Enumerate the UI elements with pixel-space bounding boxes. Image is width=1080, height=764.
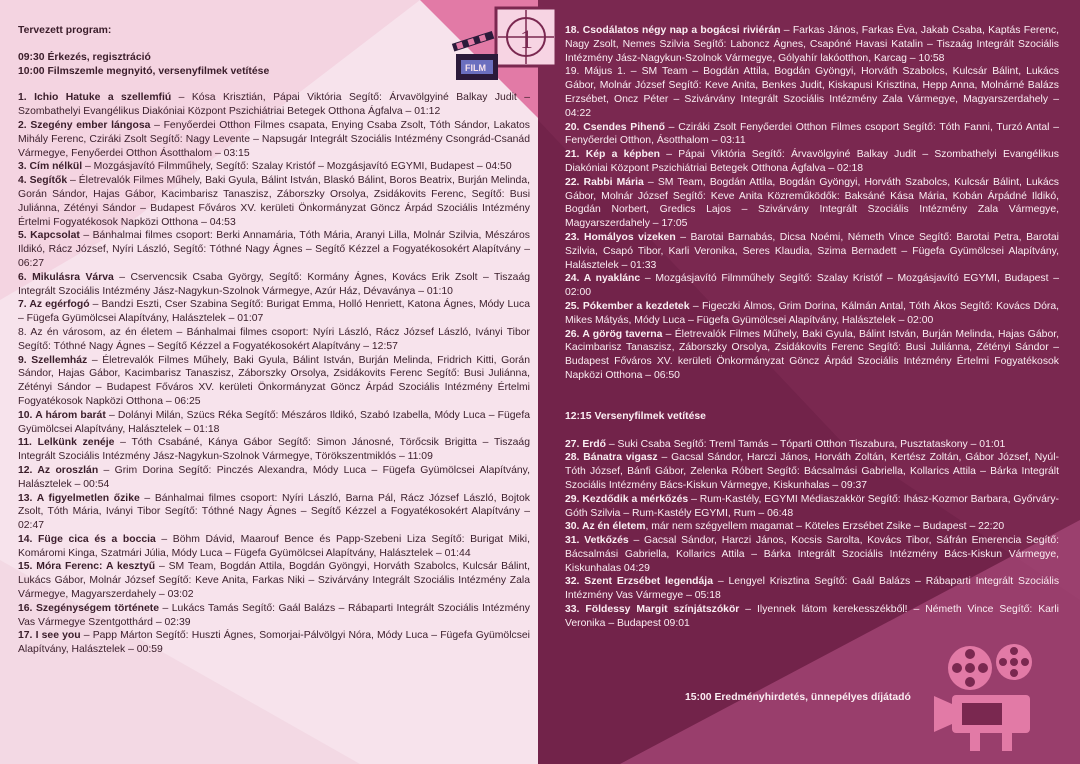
film-details: – Kósa Krisztián, Pápai Viktória Segítő: Árvavölgyiné Balkay Judit – Szombathelyi Evangélikus Diakóniai Központ Pszichiátriai Betegek Otthona Ágfalva – 01:12	[18, 92, 530, 118]
film-title: 31. Vetkőzés	[565, 535, 629, 547]
film-title: 11. Lelkünk zenéje	[18, 437, 115, 449]
film-entry	[18, 326, 530, 354]
film-entry	[565, 231, 1059, 272]
film-entry	[18, 533, 530, 561]
film-title: 16. Szegénységem története	[18, 602, 159, 614]
film-entry	[18, 229, 530, 270]
film-entry	[565, 176, 1059, 231]
film-title: 1. Ichio Hatuke a szellemfiú	[18, 92, 172, 104]
film-title: 28. Bánatra vigasz	[565, 452, 658, 464]
film-title: 32. Szent Erzsébet legendája	[565, 576, 713, 588]
film-details: – Életrevalók Filmes Műhely, Baki Gyula, Bálint István, Burján Melinda, Hajas Gábor, Kacimbarisz Tanaszisz, Záborszky Orsolya, Zsidákovits Ferenc Segítő: Busi Juliánna, Zétényi Sándor – Budapest Főváros XV. kerületi Önkormányzat Göncz Árpád Szociális Intézmény Értelmi Fogyatékosok Napközi Otthona – 06:50	[565, 328, 1059, 381]
film-title: 17. I see you	[18, 630, 81, 642]
film-details: – Fenyőerdei Otthon Filmes csapata, Enying Csaba Zsolt, Tóth Sándor, Lakatos Mihály Ferenc, Cziráki Zsolt Segítő: Nagy Levente – Napsugár Integrált Szociális Intézmény Csongrád-Csanád Vármegye, Fenyőerdei Otthon Ásotthalom – 03:15	[18, 119, 530, 159]
film-details: , már nem szégyellem magamat – Köteles Erzsébet Zsike – Budapest – 22:20	[645, 521, 1005, 533]
film-title: 30. Az én életem	[565, 521, 646, 533]
film-title: 29. Kezdődik a mérkőzés	[565, 493, 689, 505]
film-details: – Papp Márton Segítő: Huszti Ágnes, Somorjai-Pálvölgyi Nóra, Módy Luca – Fügefa Gyümölcsei Alapítvány, Halásztelek – 00:59	[18, 630, 530, 656]
film-entry	[565, 534, 1059, 575]
film-details: – Mozgásjavító Filmműhely, Segítő: Szalay Kristóf – Mozgásjavító EGYMI, Budapest – 04:50	[82, 161, 512, 173]
schedule-item-opening: 10:00 Filmszemle megnyitó, versenyfilmek vetítése	[18, 65, 270, 77]
film-title: 3. Cím nélkül	[18, 161, 83, 173]
film-entry	[565, 328, 1059, 383]
film-details: – Lukács Tamás Segítő: Gaál Balázs – Rábaparti Integrált Szociális Intézmény Vas Vármegye Szentgotthárd – 02:39	[18, 602, 530, 628]
left-column	[18, 24, 530, 657]
clapper-label: FILM	[465, 63, 486, 73]
film-details: – Bánhalmai filmes csoport: Nyíri László, Barna Pál, Rácz József László, Bojtok Zsolt, Tóth Mária, Iványi Tibor Segítő: Tóthné Nagy Ágnes – Segítő Kézzel a Fogyatékosokért Alapítvány – 02:47	[18, 492, 531, 532]
film-title: 21. Kép a képben	[565, 149, 660, 161]
film-details: – Tóth Csabáné, Kánya Gábor Segítő: Simon Jánosné, Törőcsik Brigitta – Tiszaág Integrált Szociális Intézmény Jász-Nagykun-Szolnok Vármegye, Törökszentmiklós – 11:09	[18, 437, 530, 463]
film-entry	[18, 436, 530, 464]
film-entry	[565, 300, 1059, 328]
film-details: – Böhm Dávid, Maarouf Bence és Papp-Szebeni Liza Segítő: Burigat Miki, Komáromi Kinga, Szatmári Júlia, Módy Luca – Fügefa Gyümölcsei Alapítvány, Halásztelek – 01:44	[18, 533, 530, 559]
film-entry	[565, 148, 1059, 176]
film-details: – Gacsal Sándor, Harczi János, Kocsis Sarolta, Kovács Tibor, Sáfrán Emerencia Segítő: Bácsalmási Gabriella, Kollarics Attila – Bárka Integrált Szociális Intézmény Bács-Kiskun Vármegye, Kiskunhalas 04:29	[565, 535, 1059, 574]
film-entry	[565, 272, 1059, 300]
film-entry	[565, 65, 1059, 120]
film-title: 9. Szellemház	[18, 354, 88, 366]
film-details: – Pápai Viktória Segítő: Árvavölgyiné Balkay Judit – Szombathelyi Evangélikus Diakóniai Központ Pszichiátriai Betegek Otthona Ágfalva – 02:18	[565, 149, 1059, 174]
film-details: – Bandzi Eszti, Cser Szabina Segítő: Burigat Emma, Holló Henriett, Katona Ágnes, Módy Luca – Fügefa Gyümölcsei Alapítvány, Halásztelek – 01:07	[18, 299, 530, 325]
film-details: – Suki Csaba Segítő: Treml Tamás – Tóparti Otthon Tiszabura, Pusztataskony – 01:01	[606, 438, 1006, 450]
film-details: – Lengyel Krisztina Segítő: Gaál Balázs – Rábaparti Integrált Szociális Intézmény Vas Vármegye – 05:18	[565, 576, 1060, 602]
film-projector-icon	[930, 640, 1050, 755]
film-title: 25. Pókember a kezdetek	[565, 300, 690, 312]
film-title: 18. Csodálatos négy nap a bogácsi riviérán	[565, 25, 781, 36]
awards-ceremony: 15:00 Eredményhirdetés, ünnepélyes díjátadó	[685, 692, 911, 703]
film-title: 15. Móra Ferenc: A kesztyű	[18, 561, 156, 573]
film-entry	[565, 603, 1059, 631]
film-details: – Figeczki Álmos, Grim Dorina, Kálmán Antal, Tóth Ákos Segítő: Kovács Dóra, Mikes Mátyás, Módy Luca – Fügefa Gyümölcsei Alapítvány, Halásztelek – 02:00	[565, 300, 1059, 326]
film-entry	[18, 160, 530, 174]
film-entry	[18, 119, 530, 160]
film-entry	[18, 174, 530, 229]
film-entry	[18, 91, 530, 119]
film-title: 33. Földessy Margit színjátszókör	[565, 604, 740, 616]
film-title: 23. Homályos vizeken	[565, 231, 676, 243]
film-details: – Életrevalók Filmes Műhely, Baki Gyula, Bálint István, Blaskó Bálint, Boros Beatrix, Burján Melinda, Gorán Sándor, Hajas Gábor, Kacimbarisz Tanaszisz, Záborszky Orsolya, Zsidákovits Ferenc, Segítő: Busi Juliánna, Zétényi Sándor – Budapest Főváros XV. kerületi Önkormányzat Göncz Árpád Szociális Intézmény Értelmi Fogyatékosok Napközi Otthona – 04:53	[18, 175, 530, 228]
film-entry	[565, 121, 1059, 149]
film-details: – Gacsal Sándor, Harczi János, Horváth Zoltán, Kertész Zoltán, Gábor József, Nyúl-Tóth József, Bánfi Gábor, Zelenka Róbert Segítő: Bácsalmási Gabriella, Kollarics Attila – Bárka Integrált Szociális Intézmény Bács-Kiskun Vármegye, Kiskunhalas – 09:37	[565, 452, 1059, 491]
film-title: 6. Mikulásra Várva	[18, 271, 114, 283]
film-details: – SM Team, Bogdán Attila, Bogdán Gyöngyi, Horváth Szabolcs, Kulcsár Bálint, Lukács Gábor, Molnár József Segítő: Keve Anita, Farkas Niki – Szivárvány Integrált Szociális Intézmény Zala Vármegye, Magyarszerdahely – 03:02	[18, 561, 531, 601]
film-title: 24. A nyaklánc	[565, 273, 641, 285]
program-heading: Tervezett program:	[18, 25, 112, 36]
film-details: – Dolányi Milán, Szücs Réka Segítő: Mészáros Ildikó, Szabó Izabella, Módy Luca – Fügefa Gyümölcsei Alapítvány, Halásztelek – 01:18	[18, 409, 530, 435]
film-list-left	[18, 91, 530, 657]
film-entry	[18, 492, 530, 533]
film-entry	[18, 298, 530, 326]
film-details: – Bánhalmai filmes csoport: Berki Annamária, Tóth Mária, Aranyi Lilla, Molnár Szilvia, Mészáros Ildikó, Rácz József, Nyíri László, Segítő: Tóthné Nagy Ágnes – Segítő Kézzel a Fogyatékosokért Alapítvány – 06:27	[18, 230, 530, 269]
film-entry	[18, 354, 530, 409]
film-list-right-second	[565, 438, 1059, 631]
film-details: – Rum-Kastély, EGYMI Médiaszakkör Segítő: Ihász-Kozmor Barbara, Győrváry-Góth Szilvia – Rum-Kastély EGYMI, Rum – 06:48	[565, 493, 1059, 519]
film-details: – Cziráki Zsolt Fenyőerdei Otthon Filmes csoport Segítő: Tóth Fanni, Turzó Antal – Fenyőerdei Otthon, Ásotthalom – 03:11	[565, 121, 1059, 147]
schedule-item-arrival: 09:30 Érkezés, regisztráció	[18, 51, 151, 63]
film-title: 4. Segítők	[18, 175, 68, 187]
film-details: – Barotai Barnabás, Dicsa Noémi, Németh Vince Segítő: Barotai Petra, Barotai Szilvia, Csapó Tibor, Karli Veronika, Seres Klaudia, Szima Bernadett – Fügefa Gyümölcsei Alapítvány, Halásztelek – 01:33	[565, 231, 1059, 271]
right-column	[565, 24, 1059, 631]
film-title: 20. Csendes Pihenő	[565, 121, 665, 133]
film-entry	[18, 464, 530, 492]
film-title: 13. A figyelmetlen őzike	[18, 492, 140, 504]
film-title: 14. Füge cica és a boccia	[18, 533, 156, 545]
film-details: – Mozgásjavító Filmműhely Segítő: Szalay Kristóf – Mozgásjavító EGYMI, Budapest – 02:00	[565, 273, 1059, 299]
film-title: 2. Szegény ember lángosa	[18, 119, 151, 131]
film-details: – Életrevalók Filmes Műhely, Baki Gyula, Bálint István, Burján Melinda, Fridrich Kitti, Gorán Sándor, Hajas Gábor, Kacimbarisz Tanaszisz, Záborszky Orsolya, Zsidákovits Ferenc Segítő: Busi Juliánna, Zétényi Sándor – Budapest Főváros XV. kerületi Önkormányzat Göncz Árpád Szociális Intézmény Értelmi Fogyatékosok Napközi Otthona – 06:25	[18, 354, 530, 407]
film-title: 12. Az oroszlán	[18, 464, 99, 476]
film-title: 7. Az egérfogó	[18, 299, 90, 311]
film-entry	[565, 520, 1059, 534]
film-entry	[565, 24, 1059, 65]
film-entry	[565, 438, 1059, 452]
projector-lens	[934, 696, 952, 732]
film-details: – Ilyennek látom kerekesszékből! – Németh Vince Segítő: Karli Veronika – Budapest 09:01	[565, 604, 1059, 629]
film-entry	[565, 575, 1059, 603]
film-entry	[18, 271, 530, 299]
film-entry	[565, 493, 1059, 521]
film-details: 8. Az én városom, az én életem – Bánhalmai filmes csoport: Nyíri László, Rácz József László, Iványi Tibor Segítő: Tóthné Nagy Ágnes – Segítő Kézzel a Fogyatékosokért Alapítvány – 12:57	[18, 326, 530, 352]
film-title: 5. Kapcsolat	[18, 230, 80, 242]
film-details: – Grim Dorina Segítő: Pinczés Alexandra, Módy Luca – Fügefa Gyümölcsei Alapítvány, Halásztelek – 00:54	[18, 464, 530, 490]
film-entry	[565, 451, 1059, 492]
film-details: – Cservencsik Csaba György, Segítő: Kormány Ágnes, Kovács Erik Zsolt – Tiszaág Integrált Szociális Intézmény Jász-Nagykun-Szolnok Vármegye, Azúr Ház, Dévaványa – 01:10	[18, 271, 530, 297]
film-entry	[18, 409, 530, 437]
clapper-number: 1	[520, 25, 533, 54]
film-list-right	[565, 24, 1059, 383]
film-title: 27. Erdő	[565, 438, 606, 450]
film-details: 19. Május 1. – SM Team – Bogdán Attila, Bogdán Gyöngyi, Horváth Szabolcs, Kulcsár Bálint, Lukács Gábor, Molnár József Segítő: Keve Anita, Benkes Judit, Kiskapusi Krisztina, Hepp Anna, Molnárné Balázs Erzsébet, Oncz Péter – Szivárvány Integrált Szociális Intézmény Zala Vármegye, Magyarszerdahely – 04:22	[565, 66, 1059, 119]
film-title: 10. A három barát	[18, 409, 106, 421]
film-title: 22. Rabbi Mária	[565, 176, 644, 188]
film-entry	[18, 629, 530, 657]
film-entry	[18, 560, 530, 601]
film-details: – Farkas János, Farkas Éva, Jakab Csaba, Kaptás Ferenc, Nagy Zsolt, Nemes Szilvia Segítő: Laboncz Ágnes, Csapóné Havasi Katalin – Tiszaág Integrált Szociális Intézmény Jász-Nagykun-Szolnok Vármegye, Gólyahír lakóotthon, Karcag – 10:58	[565, 25, 1059, 64]
clapperboard-icon	[450, 6, 560, 86]
screening-heading: 12:15 Versenyfilmek vetítése	[565, 410, 706, 422]
film-entry	[18, 602, 530, 630]
film-details: – SM Team, Bogdán Attila, Bogdán Gyöngyi, Horváth Szabolcs, Kulcsár Bálint, Lukács Gábor, Molnár József Segítő: Keve Anita Közreműködők: Baksáné Kása Mária, Kobán Árpádné Ildikó, Bogdán Norbert, Gredics Lajos – Szivárvány Integrált Szociális Intézmény Zala Vármegye, Magyarszerdahely – 17:05	[565, 176, 1059, 230]
film-title: 26. A görög taverna	[565, 328, 663, 340]
